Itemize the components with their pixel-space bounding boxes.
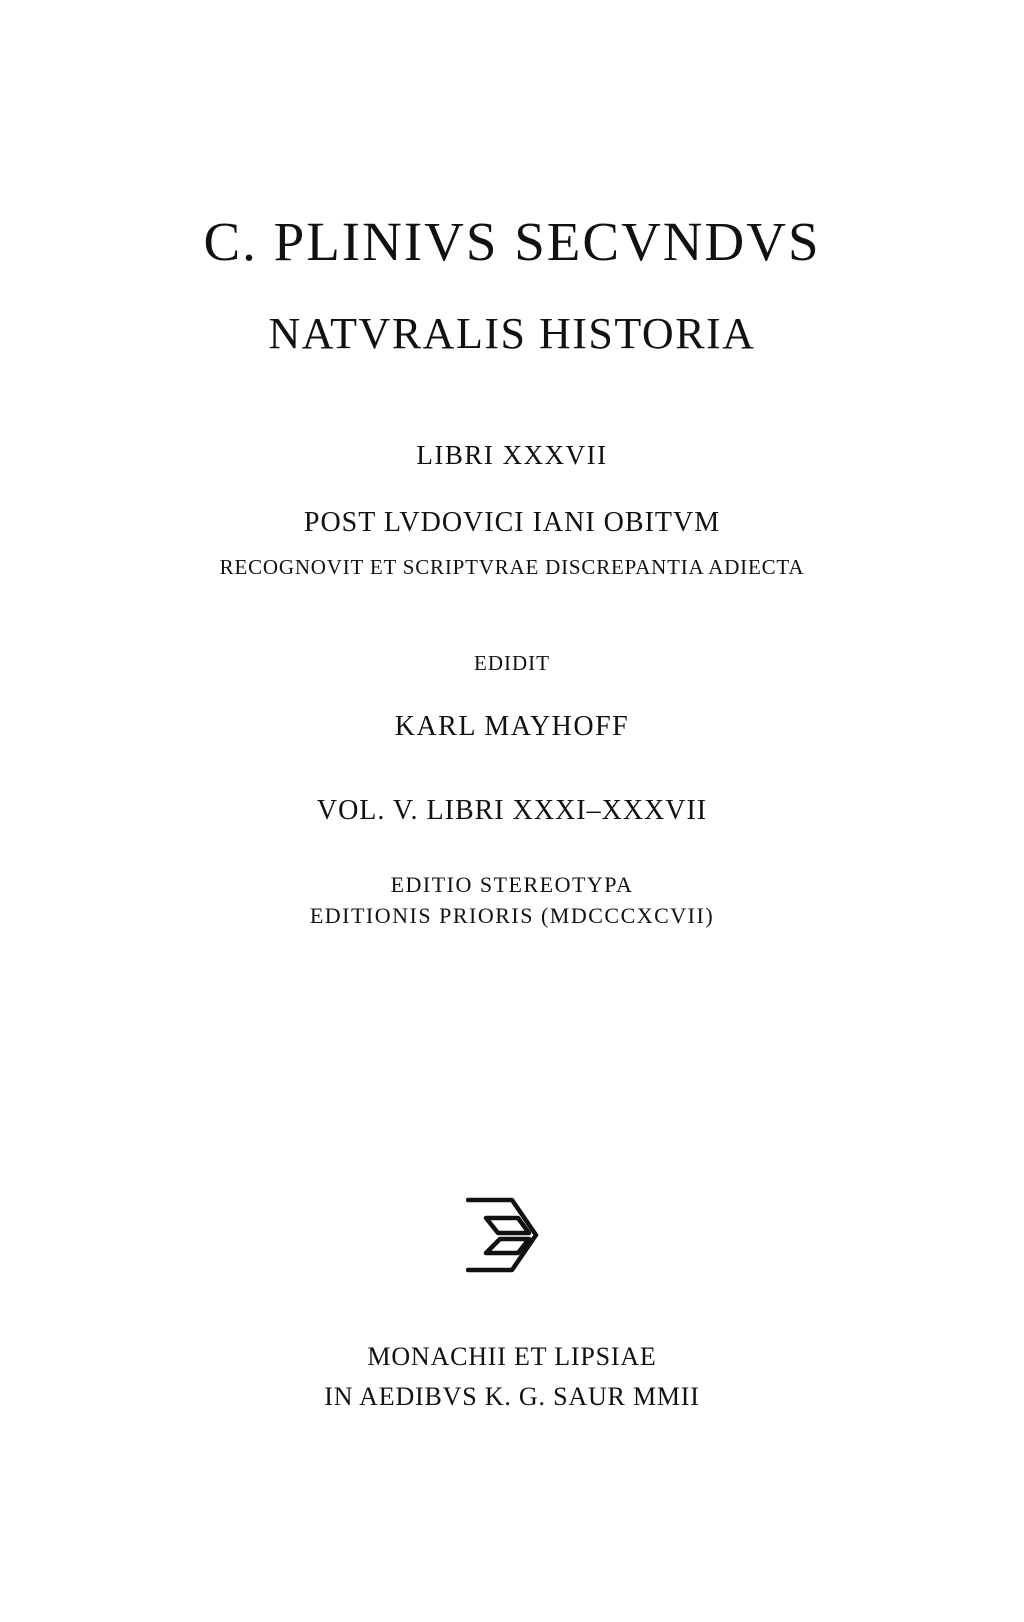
edidit-label: EDIDIT [474,651,550,675]
books-count: LIBRI XXXVII [416,440,608,470]
volume-line: VOL. V. LIBRI XXXI–XXXVII [316,795,708,826]
post-obitum-line: POST LVDOVICI IANI OBITVM [303,507,721,538]
edition-line-1: EDITIO STEREOTYPA [390,872,634,897]
publisher-imprint: IN AEDIBVS K. G. SAUR MMII [324,1382,700,1411]
author-name: C. PLINIVS SECVNDVS [203,211,821,272]
saur-publisher-logo-icon [466,1197,542,1273]
work-title: NATVRALIS HISTORIA [268,309,756,358]
publisher-place: MONACHII ET LIPSIAE [367,1342,657,1371]
recognovit-line: RECOGNOVIT ET SCRIPTVRAE DISCREPANTIA ADIECTA [219,555,805,579]
editor-name: KARL MAYHOFF [394,711,630,742]
edition-line-2: EDITIONIS PRIORIS (MDCCCXCVII) [309,903,715,928]
